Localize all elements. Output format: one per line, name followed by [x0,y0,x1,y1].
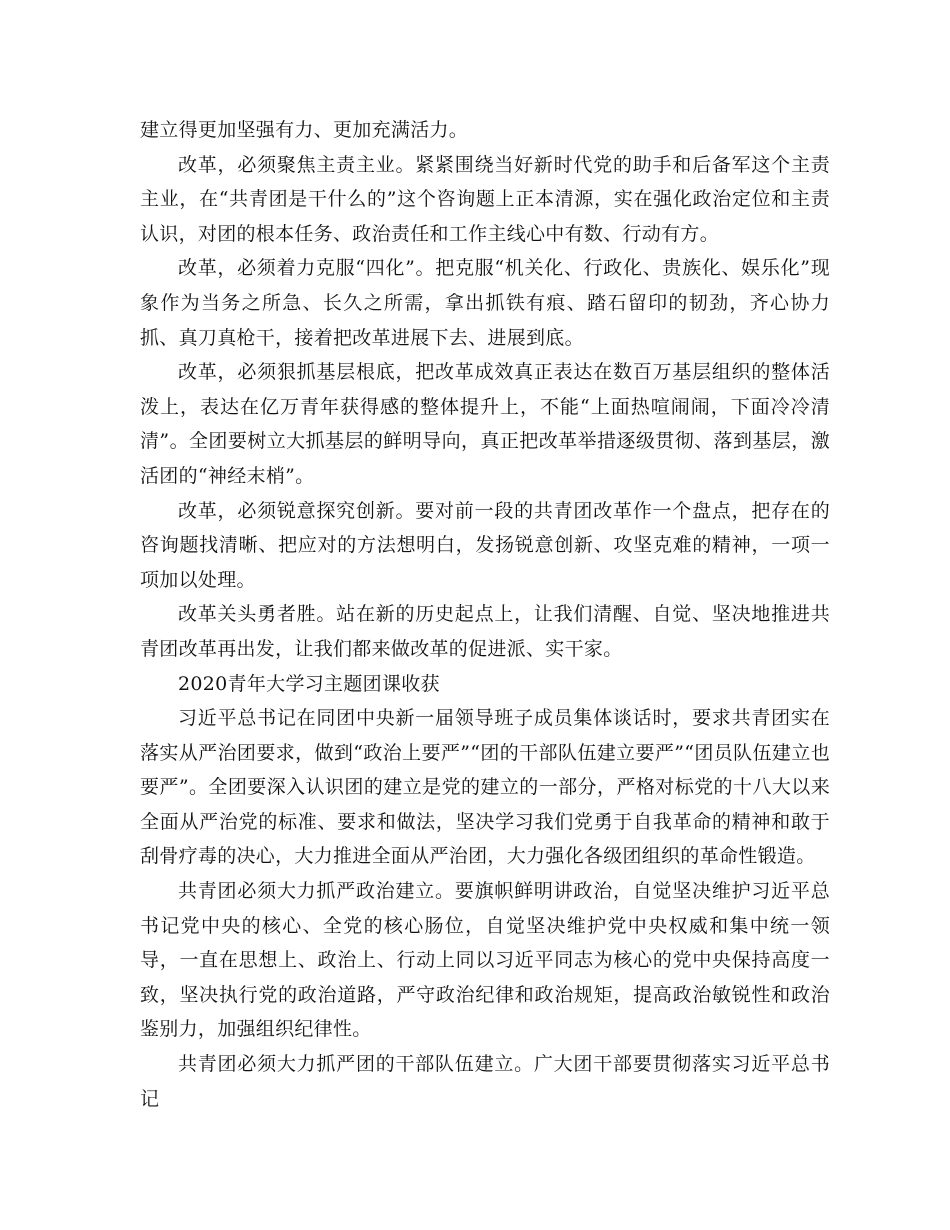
document-body [140,113,830,1116]
paragraph-reform-grassroots: 改革，必须狠抓基层根底，把改革成效真正表达在数百万基层组织的整体活泼上，表达在亿万青年获得感的整体提升上，不能“上面热喧闹闹，下面冷冷清清”。全团要树立大抓基层的鲜明导向，真正把改革举措逐级贯彻、落到基层，激活团的“神经末梢”。 [140,361,830,487]
paragraph-reform-overcome-four: 改革，必须着力克服“四化”。把克服“机关化、行政化、贵族化、娱乐化”现象作为当务之所急、长久之所需，拿出抓铁有痕、踏石留印的韧劲，齐心协力抓、真刀真枪干，接着把改革进展下去、进展到底。 [140,257,830,349]
paragraph-reform-conclusion: 改革关头勇者胜。站在新的历史起点上，让我们清醒、自觉、坚决地推进共青团改革再出发，让我们都来做改革的促进派、实干家。 [140,603,830,660]
paragraph-cadre-building: 共青团必须大力抓严团的干部队伍建立。广大团干部要贯彻落实习近平总书记 [140,1053,830,1110]
paragraph-political-building: 共青团必须大力抓严政治建立。要旗帜鲜明讲政治，自觉坚决维护习近平总书记党中央的核心、全党的核心肠位，自觉坚决维护党中央权威和集中统一领导，一直在思想上、政治上、行动上同以习近平同志为核心的党中央保持高度一致，坚决执行党的政治道路，严守政治纪律和政治规矩，提高政治敏锐性和政治鉴别力，加强组织纪律性。 [140,880,830,1041]
paragraph-continuation: 建立得更加坚强有力、更加充满活力。 [140,119,469,141]
section-heading: 2020青年大学习主题团课收获 [178,672,440,695]
paragraph-reform-focus-main-duty: 改革，必须聚焦主责主业。紧紧围绕当好新时代党的助手和后备军这个主责主业，在“共青团是干什么的”这个咨询题上正本清源，实在强化政治定位和主责认识，对团的根本任务、政治责任和工作主线心中有数、行动有方。 [140,153,830,245]
paragraph-strict-governance: 习近平总书记在同团中央新一届领导班子成员集体谈话时，要求共青团实在落实从严治团要求，做到“政治上要严”“团的干部队伍建立要严”“团员队伍建立也要严”。全团要深入认识团的建立是党的建立的一部分，严格对标党的十八大以来全面从严治党的标准、要求和做法，坚决学习我们党勇于自我革命的精神和敢于刮骨疗毒的决心，大力推进全面从严治团，大力强化各级团组织的革命性锻造。 [140,707,830,868]
paragraph-reform-innovation: 改革，必须锐意探究创新。要对前一段的共青团改革作一个盘点，把存在的咨询题找清晰、把应对的方法想明白，发扬锐意创新、攻坚克难的精神，一项一项加以处理。 [140,499,830,591]
